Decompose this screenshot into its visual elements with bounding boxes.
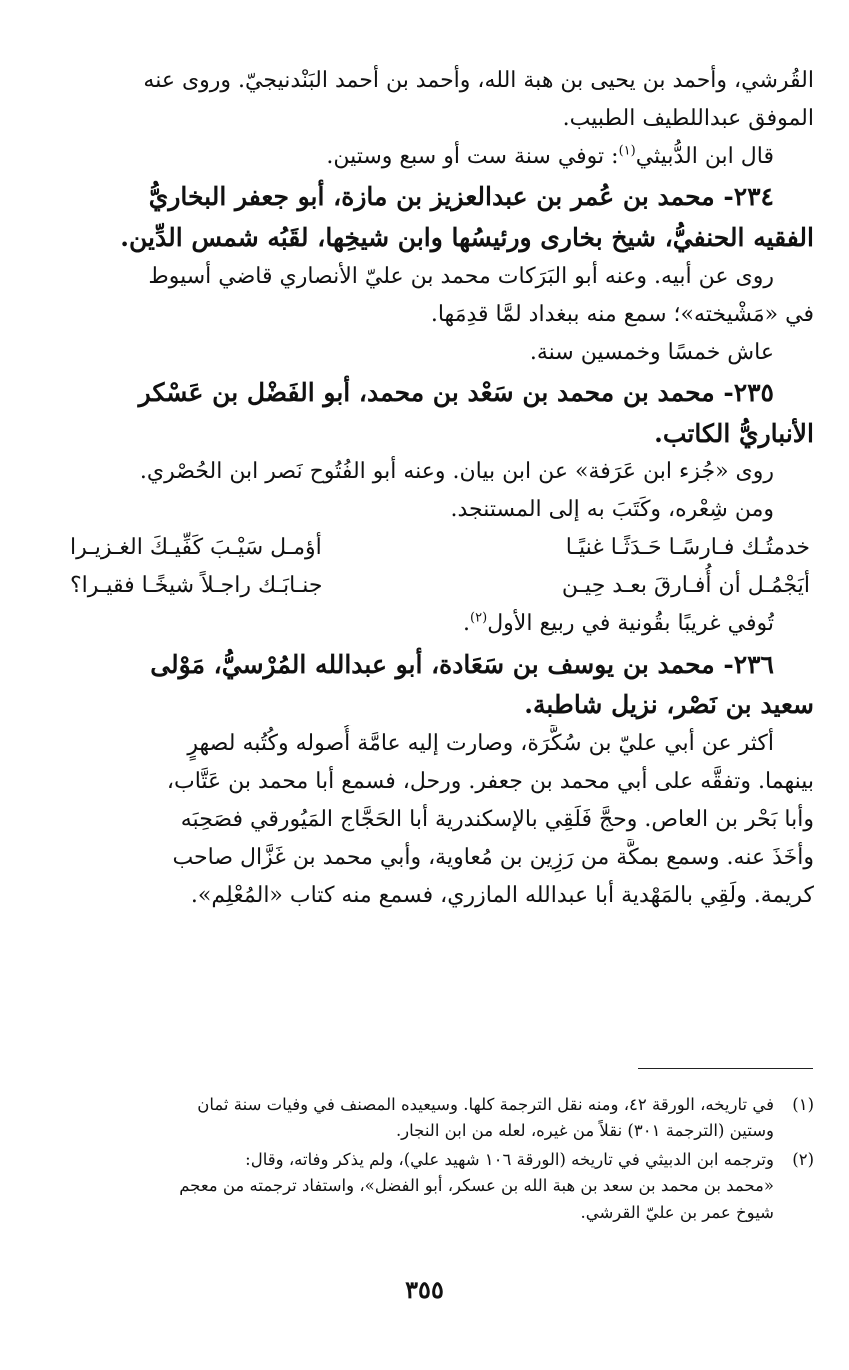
paragraph-7 [70,725,814,915]
paragraph-1 [70,62,814,138]
page-number: ٣٥٥ [405,1275,444,1304]
footnote-line: «محمد بن محمد بن سعد بن هبة الله بن عسكر، أبو الفضل»، واستفاد ترجمته من معجم [179,1176,774,1196]
verse-line [70,567,814,605]
entry-234-heading-cont [70,219,814,258]
footnote-ref-2[interactable]: (٢) [470,611,488,627]
heading-line: الأنباريُّ الكاتب. [654,418,814,448]
footnote-separator [638,1068,813,1069]
text-run: . [463,611,471,637]
paragraph-4 [70,334,814,372]
verse-line [70,529,814,567]
heading-line: ٢٣٤- محمد بن عُمر بن عبدالعزيز بن مازة، أبو جعفر البخاريُّ [148,182,774,212]
verse-second-hemistich: أؤمـل سَيْـبَ كَفِّيـكَ الغـزيـرا [70,535,322,561]
paragraph-5 [70,453,814,529]
footnote-line: وستين (الترجمة ٣٠١) نقلاً من غيره، لعله من ابن النجار. [395,1121,774,1141]
entry-236-heading-cont [70,686,814,725]
verse-second-hemistich: جنـابَـك راجـلاً شيخًـا فقيـرا؟ [70,573,323,599]
text-line [70,138,774,176]
heading-line: ٢٣٦- محمد بن يوسف بن سَعَادة، أبو عبدالله المُرْسيُّ، مَوْلى [150,649,774,679]
main-text [70,62,814,915]
footnote-2 [70,1147,814,1226]
text-line: وأبا بَحْر بن العاص. وحجَّ فَلَقِي بالإسكندرية أبا الحَجَّاج المَيُورقي فصَحِبَه [180,807,814,833]
text-line: أكثر عن أبي عليّ بن سُكَّرَة، وصارت إليه عامَّة أُصوله وكُتُبه لصهرٍ [187,731,774,757]
footnote-body [70,1092,774,1145]
verse-first-hemistich: أيَجْمُـل أن أُفـارقَ بعـد حِيـن [561,573,810,599]
paragraph-2 [70,138,814,176]
footnote-body [70,1147,774,1226]
text-line: ومن شِعْره، وكَتَبَ به إلى المستنجد. [450,497,774,523]
poem [70,529,814,605]
footnotes [70,1092,814,1228]
heading-line: ٢٣٥- محمد بن محمد بن سَعْد بن محمد، أبو الفَضْل بن عَسْكر [138,377,774,407]
text-line: القُرشي، وأحمد بن يحيى بن هبة الله، وأحمد بن أحمد البَنْدنيجيّ. وروى عنه [143,68,814,93]
paragraph-6 [70,605,814,643]
footnote-line: وترجمه ابن الدبيثي في تاريخه (الورقة ١٠٦ شهيد علي)، ولم يذكر وفاته، وقال: [245,1149,774,1169]
footnote-1 [70,1092,814,1145]
footnote-line: في تاريخه، الورقة ٤٢، ومنه نقل الترجمة كلها. وسيعيده المصنف في وفيات سنة ثمان [197,1095,774,1114]
footnote-number: (٢) [792,1149,814,1169]
entry-235-heading-cont [70,415,814,454]
text-line: في «مَشْيخته»؛ سمع منه ببغداد لمَّا قدِمَها. [430,301,814,327]
text-line [70,605,774,643]
text-line: بينهما. وتفقَّه على أبي محمد بن جعفر. ورحل، فسمع أبا محمد بن عَتَّاب، [166,769,814,795]
text-line: وأخَذَ عنه. وسمع بمكَّة من رَزِين بن مُعاوية، وأبي محمد بن غَزَّال صاحب [172,845,814,871]
text-run: قال ابن الدُّبيثي [635,144,774,170]
text-run: تُوفي غريبًا بقُونية في ربيع الأول [487,611,774,637]
text-line: كريمة. ولَقِي بالمَهْدية أبا عبدالله المازري، فسمع منه كتاب «المُعْلِم». [190,883,814,909]
footnote-line: شيوخ عمر بن عليّ القرشي. [580,1202,774,1222]
entry-234-heading [70,178,814,217]
text-run: : توفي سنة ست أو سبع وستين. [326,144,619,170]
verse-first-hemistich: خدمتُـك فـارسًـا حَـدَثًـا غنيًـا [565,535,810,561]
text-line: روى «جُزء ابن عَرَفة» عن ابن بيان. وعنه أبو الفُتُوح نَصر ابن الحُصْري. [139,459,774,485]
footnote-ref-1[interactable]: (١) [618,143,636,159]
entry-235-heading [70,374,814,413]
paragraph-3 [70,258,814,334]
entry-236-heading [70,646,814,685]
text-line: روى عن أبيه. وعنه أبو البَرَكات محمد بن عليّ الأنصاري قاضي أسيوط [148,263,774,289]
text-line: الموفق عبداللطيف الطبيب. [562,106,814,132]
text-line: عاش خمسًا وخمسين سنة. [529,339,774,365]
heading-line: الفقيه الحنفيُّ، شيخ بخارى ورئيسُها وابن شيخِها، لقَبُه شمس الدِّين. [120,222,814,252]
footnote-number: (١) [792,1095,814,1114]
heading-line: سعيد بن نَصْر، نزيل شاطبة. [524,690,814,720]
